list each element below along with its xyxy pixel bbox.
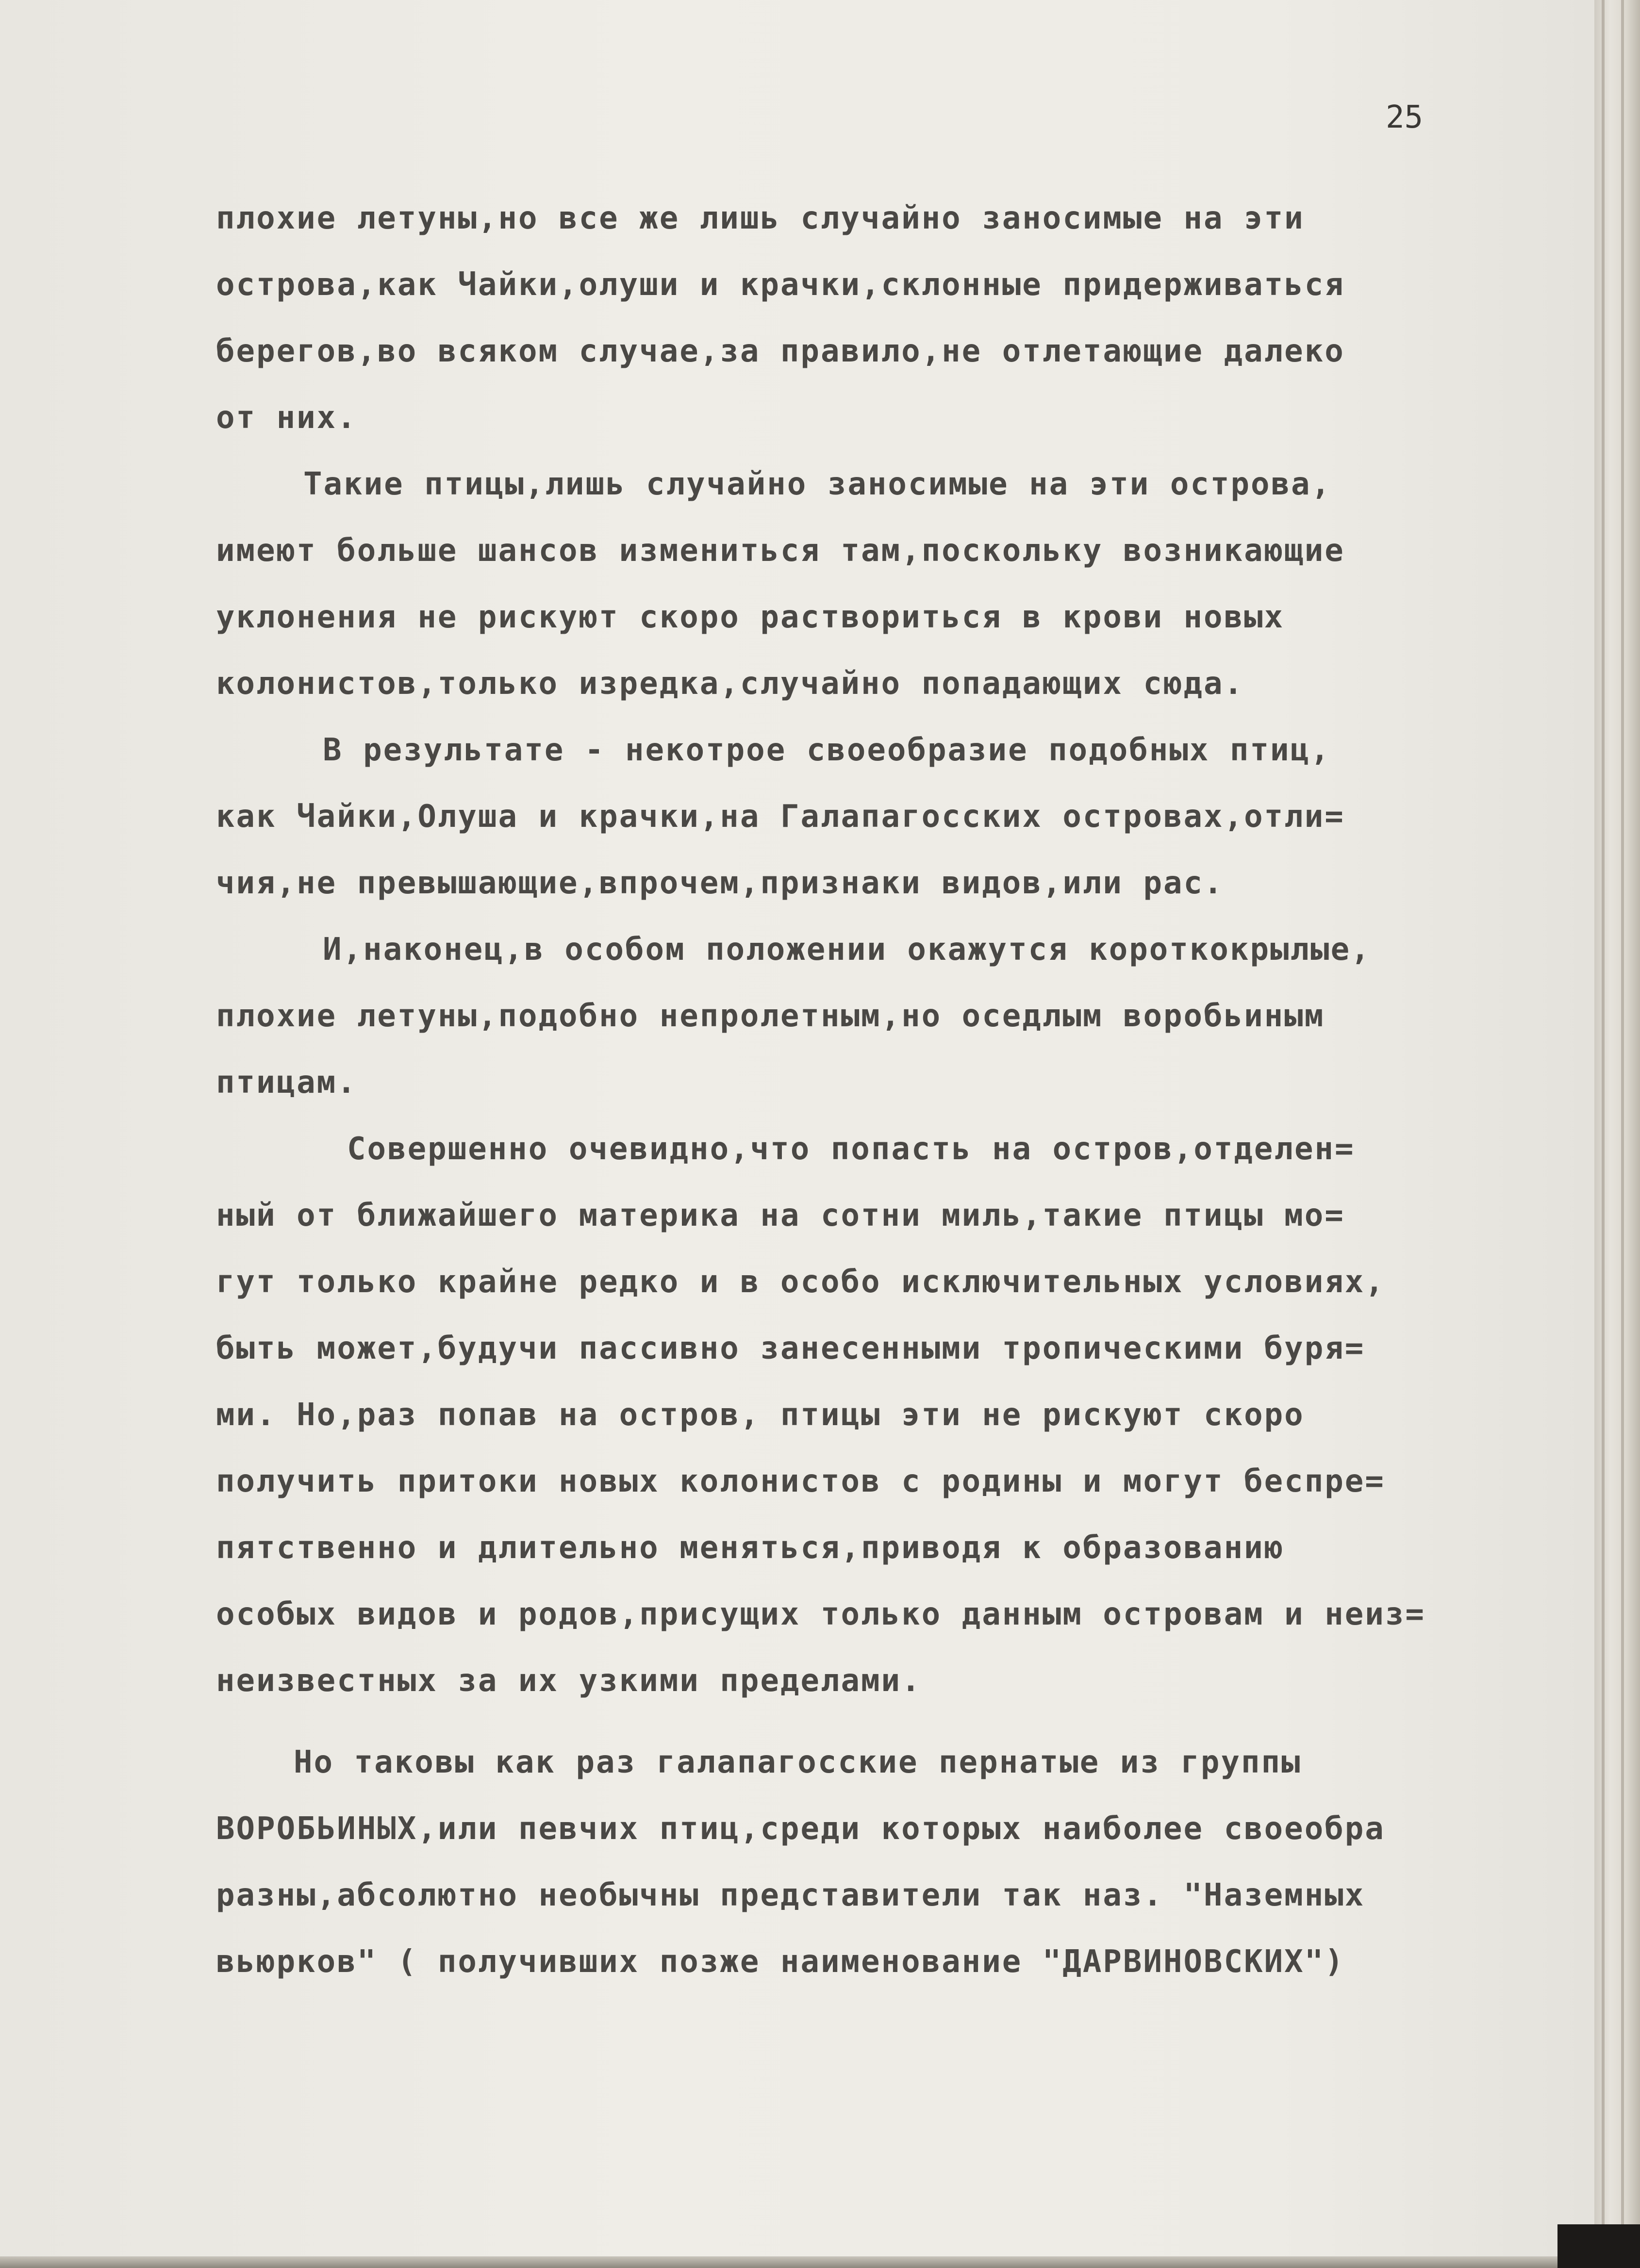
text-line: колонистов,только изредка,случайно попадающих сюда.: [216, 666, 1244, 702]
text-line: ВОРОБЬИНЫХ,или певчих птиц,среди которых наиболее своеобра: [216, 1811, 1385, 1847]
text-line: берегов,во всяком случае,за правило,не отлетающие далеко: [216, 333, 1345, 369]
text-line: острова,как Чайки,олуши и крачки,склонные придерживаться: [216, 267, 1345, 303]
text-line: Но таковы как раз галапагосские пернатые из группы: [294, 1744, 1302, 1780]
text-line: Такие птицы,лишь случайно заносимые на эти острова,: [303, 466, 1332, 502]
text-line: как Чайки,Олуша и крачки,на Галапагосских островах,отли=: [216, 799, 1345, 835]
text-line: И,наконец,в особом положении окажутся короткокрылые,: [323, 932, 1371, 968]
text-line: разны,абсолютно необычны представители так наз. "Наземных: [216, 1877, 1365, 1913]
text-line: пятственно и длительно меняться,приводя к образованию: [216, 1530, 1285, 1566]
page-number: 25: [1386, 99, 1424, 135]
bottom-shadow: [0, 2256, 1640, 2268]
text-line: имеют больше шансов измениться там,поскольку возникающие: [216, 533, 1345, 569]
text-line: плохие летуны,но все же лишь случайно заносимые на эти: [216, 200, 1305, 236]
text-line: получить притоки новых колонистов с родины и могут беспре=: [216, 1463, 1385, 1499]
text-line: особых видов и родов,присущих только данным островам и неиз=: [216, 1596, 1425, 1632]
text-line: Совершенно очевидно,что попасть на остров,отделен=: [347, 1131, 1355, 1167]
text-line: плохие летуны,подобно непролетным,но оседлым воробьиным: [216, 998, 1325, 1034]
text-line: ми. Но,раз попав на остров, птицы эти не рискуют скоро: [216, 1397, 1305, 1433]
text-line: чия,не превышающие,впрочем,признаки видов,или рас.: [216, 865, 1224, 901]
text-line: ный от ближайшего материка на сотни миль,такие птицы мо=: [216, 1198, 1345, 1233]
edge-line: [1621, 0, 1624, 2268]
text-line: уклонения не рискуют скоро раствориться в крови новых: [216, 599, 1285, 635]
text-line: быть может,будучи пассивно занесенными тропическими буря=: [216, 1331, 1365, 1366]
background-corner: [1557, 2224, 1640, 2268]
text-line: вьюрков" ( получивших позже наименование "ДАРВИНОВСКИХ"): [216, 1944, 1345, 1980]
edge-line: [1602, 0, 1605, 2268]
text-line: неизвестных за их узкими пределами.: [216, 1663, 922, 1699]
text-line: В результате - некотрое своеобразие подобных птиц,: [323, 732, 1331, 768]
text-line: гут только крайне редко и в особо исключительных условиях,: [216, 1264, 1385, 1300]
text-line: птицам.: [216, 1065, 357, 1101]
text-line: от них.: [216, 400, 357, 436]
